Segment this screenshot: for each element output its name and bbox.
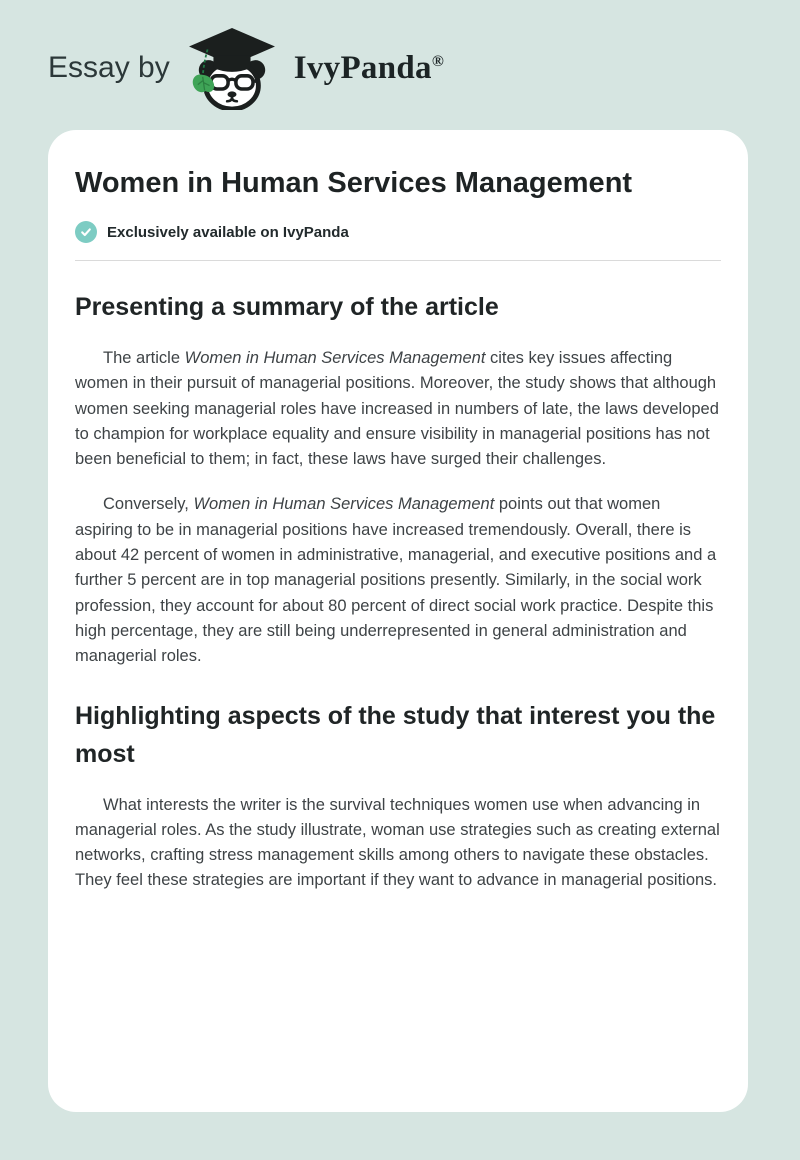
- brand-name: [294, 50, 444, 87]
- text-run: points out that women aspiring to be in managerial positions have increased tremendously. Overall, there is about 42 percent of women in administrative, managerial, and executive positions and a further 5 percent are in top managerial positions presently. Similarly, in the social work profession, they account for about 80 percent of direct social work practice. Despite this high percentage, they are still being underrepresented in general administration and managerial roles.: [75, 495, 717, 666]
- check-circle-icon: [75, 221, 97, 243]
- paragraph: [75, 346, 721, 472]
- text-run: The article: [103, 349, 185, 367]
- availability-badge: [75, 221, 721, 243]
- paragraph: [75, 492, 721, 669]
- essay-by-label: Essay by: [48, 51, 170, 84]
- italic-run: Women in Human Services Management: [193, 495, 495, 514]
- text-run: Conversely,: [103, 495, 194, 514]
- essay-title: Women in Human Services Management: [75, 167, 633, 199]
- divider: [75, 260, 721, 261]
- paragraph: [75, 793, 721, 894]
- site-header: [0, 0, 800, 110]
- panda-graduate-icon: [183, 26, 281, 110]
- text-run: What interests the writer is the survival techniques women use when advancing in managerial roles. As the study illustrate, woman use strategies such as creating external networks, crafting stress management skills among others to navigate these obstacles. They feel these strategies are important if they want to advance in managerial positions.: [75, 795, 720, 890]
- text-run: cites key issues affecting women in their pursuit of managerial positions. Moreover, the study shows that although women seeking managerial roles have increased in numbers of late, the laws developed to champion for workplace equality and ensure visibility in managerial positions has not been beneficial to them; in fact, these laws have surged their challenges.: [75, 349, 719, 469]
- brand-text: IvyPanda: [293, 49, 432, 86]
- essay-card: [48, 130, 748, 1112]
- availability-text: Exclusively available on IvyPanda: [107, 223, 349, 241]
- section-heading: Presenting a summary of the article: [75, 293, 499, 321]
- section-heading: Highlighting aspects of the study that interest you the most: [75, 701, 716, 768]
- italic-run: Women in Human Services Management: [184, 349, 486, 367]
- registered-mark: ®: [431, 52, 445, 70]
- article-body: [75, 288, 721, 894]
